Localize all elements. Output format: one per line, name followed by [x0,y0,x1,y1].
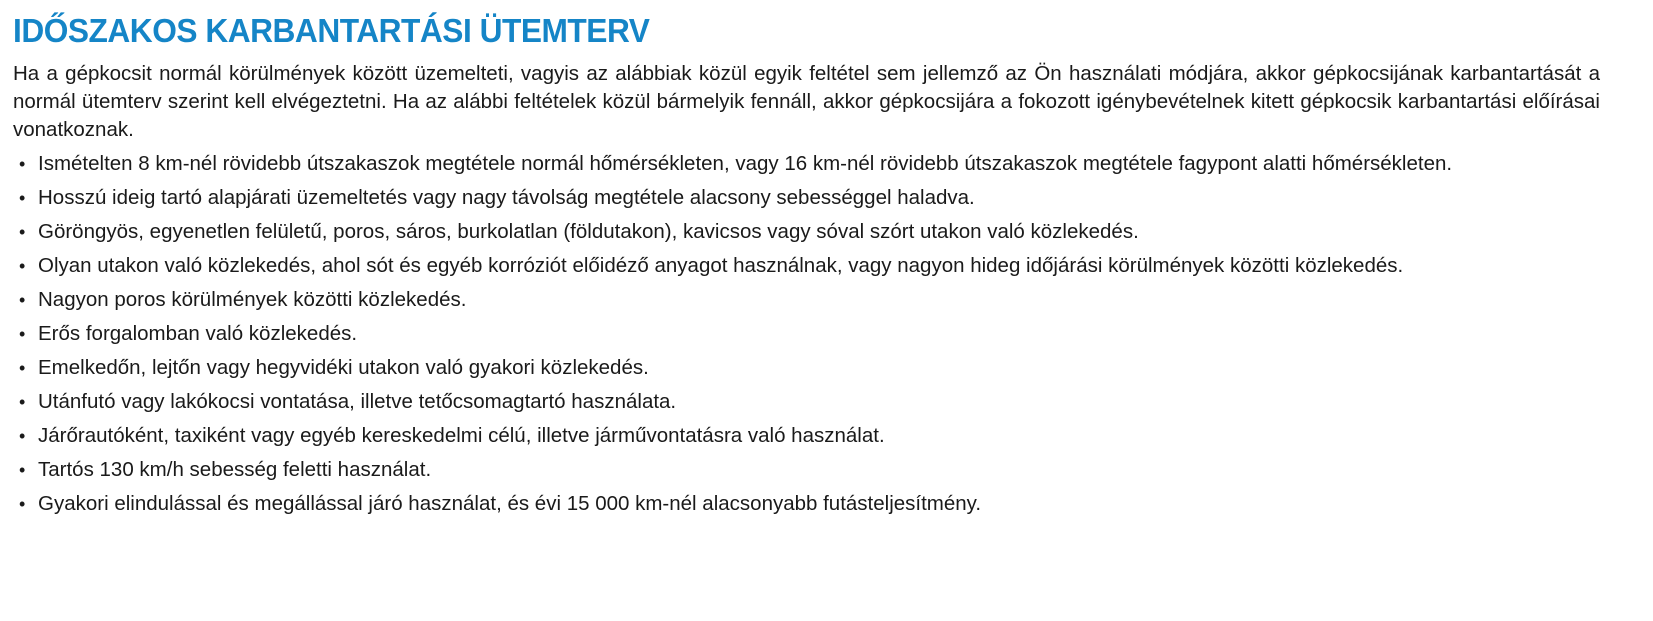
list-item-text: Olyan utakon való közlekedés, ahol sót és egyéb korróziót előidéző anyagot használnak, vagy nagyon hideg időjárási körülmények közötti közlekedés. [38,254,1404,277]
list-item [13,252,1600,280]
list-item [13,422,1600,450]
list-item-text: Utánfutó vagy lakókocsi vontatása, illetve tetőcsomagtartó használata. [38,390,677,413]
list-item-text: Nagyon poros körülmények közötti közlekedés. [38,288,467,311]
bullet-icon: • [19,358,26,378]
bullet-icon: • [19,154,26,174]
severe-conditions-list [13,150,1600,518]
intro-paragraph: Ha a gépkocsit normál körülmények között üzemelteti, vagyis az alábbiak közül egyik feltétel sem jellemző az Ön használati módjára, akkor gépkocsijának karbantartását a normál ütemterv szerint kell elvégeztetni. Ha az alábbi feltételek közül bármelyik fennáll, akkor gépkocsijára a fokozott igénybevételnek kitett gépkocsik karbantartási előírásai vonatkoznak. [13,62,1600,141]
bullet-icon: • [19,494,26,514]
bullet-icon: • [19,460,26,480]
list-item [13,286,1600,314]
bullet-icon: • [19,392,26,412]
list-item [13,150,1600,178]
bullet-icon: • [19,222,26,242]
bullet-icon: • [19,324,26,344]
list-item [13,184,1600,212]
list-item-text: Hosszú ideig tartó alapjárati üzemeltetés vagy nagy távolság megtétele alacsony sebességgel haladva. [38,186,975,209]
list-item-text: Erős forgalomban való közlekedés. [38,322,358,345]
list-item-text: Gyakori elindulással és megállással járó használat, és évi 15 000 km-nél alacsonyabb futásteljesítmény. [38,492,982,515]
page-title: IDŐSZAKOS KARBANTARTÁSI ÜTEMTERV [13,12,650,49]
list-item [13,218,1600,246]
bullet-icon: • [19,290,26,310]
list-item [13,456,1600,484]
bullet-icon: • [19,256,26,276]
bullet-icon: • [19,188,26,208]
list-item-text: Járőrautóként, taxiként vagy egyéb kereskedelmi célú, illetve járművontatásra való használat. [38,424,885,447]
list-item [13,490,1600,518]
list-item-text: Emelkedőn, lejtőn vagy hegyvidéki utakon való gyakori közlekedés. [38,356,649,379]
list-item-text: Tartós 130 km/h sebesség feletti használat. [38,458,432,481]
list-item-text: Ismételten 8 km-nél rövidebb útszakaszok megtétele normál hőmérsékleten, vagy 16 km-nél rövidebb útszakaszok megtétele fagypont alatti hőmérsékleten. [38,152,1453,175]
bullet-icon: • [19,426,26,446]
list-item-text: Göröngyös, egyenetlen felületű, poros, sáros, burkolatlan (földutakon), kavicsos vagy sóval szórt utakon való közlekedés. [38,220,1139,243]
list-item [13,388,1600,416]
list-item [13,320,1600,348]
list-item [13,354,1600,382]
